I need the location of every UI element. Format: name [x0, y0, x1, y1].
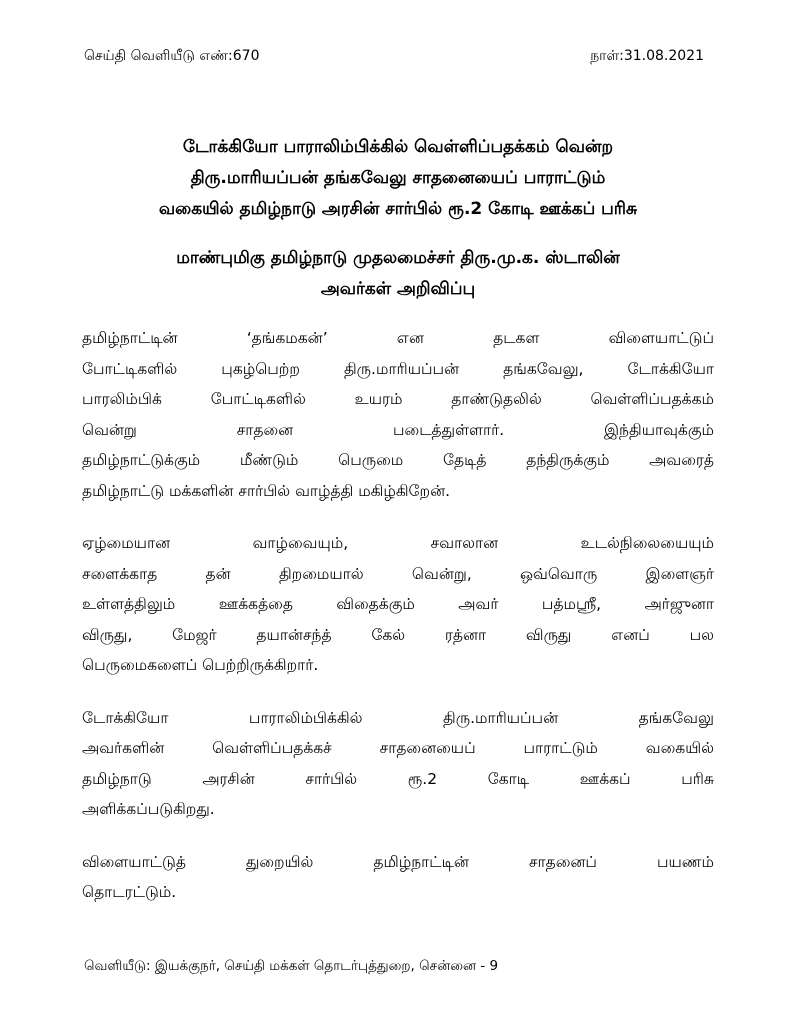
title-line: திரு.மாரியப்பன் தங்கவேலு சாதனையைப் பாராட்டும்: [190, 168, 606, 188]
title-line: டோக்கியோ பாராலிம்பிக்கில் வெள்ளிப்பதக்கம் வென்ற: [182, 137, 614, 157]
paragraph-line: தமிழ்நாடு அரசின் சார்பில் ரூ.2 கோடி ஊக்கப் பரிசு: [82, 769, 714, 788]
paragraph-line: டோக்கியோ பாராலிம்பிக்கில் திரு.மாரியப்பன் தங்கவேலு: [82, 708, 714, 727]
release-date: நாள்:31.08.2021: [590, 48, 704, 64]
document-subtitle: [60, 243, 736, 305]
paragraph-line: சளைக்காத தன் திறமையால் வென்று, ஒவ்வொரு இளைஞர்: [82, 564, 714, 583]
paragraph-line: தமிழ்நாட்டுக்கும் மீண்டும் பெருமை தேடித் தந்திருக்கும் அவரைத்: [82, 451, 714, 469]
paragraph-line: ஏழ்மையான வாழ்வையும், சவாலான உடல்நிலையையும்: [82, 534, 714, 552]
paragraph-2: [82, 528, 714, 681]
subtitle-line: மாண்புமிகு தமிழ்நாடு முதலமைச்சர் திரு.மு.க. ஸ்டாலின்: [176, 248, 620, 268]
paragraph-line: அளிக்கப்படுகிறது.: [82, 800, 215, 818]
paragraph-line: வென்று சாதனை படைத்துள்ளார். இந்தியாவுக்கும்: [82, 420, 714, 439]
paragraph-line: தமிழ்நாட்டு மக்களின் சார்பில் வாழ்த்தி மகிழ்கிறேன்.: [82, 481, 451, 500]
document-header: [84, 48, 704, 72]
paragraph-1: [82, 323, 714, 506]
paragraph-line: தொடரட்டும்.: [82, 883, 177, 901]
paragraph-4: [82, 847, 714, 908]
paragraph-line: பாரலிம்பிக் போட்டிகளில் உயரம் தாண்டுதலில் வெள்ளிப்பதக்கம்: [82, 390, 714, 408]
paragraph-line: உள்ளத்திலும் ஊக்கத்தை விதைக்கும் அவர் பத்மஸ்ரீ, அர்ஜுனா: [82, 595, 714, 613]
document-title: [60, 132, 736, 225]
paragraph-line: போட்டிகளில் புகழ்பெற்ற திரு.மாரியப்பன் தங்கவேலு, டோக்கியோ: [82, 359, 714, 378]
paragraph-line: விருது, மேஜர் தயான்சந்த் கேல் ரத்னா விருது எனப் பல: [82, 625, 714, 644]
document-footer: வெளியீடு: இயக்குநர், செய்தி மக்கள் தொடர்புத்துறை, சென்னை - 9: [84, 958, 499, 974]
release-number: செய்தி வெளியீடு எண்:670: [84, 48, 260, 64]
paragraph-line: அவர்களின் வெள்ளிப்பதக்கச் சாதனையைப் பாராட்டும் வகையில்: [82, 739, 714, 757]
subtitle-line: அவர்கள் அறிவிப்பு: [320, 279, 476, 299]
paragraph-line: பெருமைகளைப் பெற்றிருக்கிறார்.: [82, 656, 319, 674]
paragraph-3: [82, 703, 714, 825]
paragraph-line: தமிழ்நாட்டின் ‘தங்கமகன்’ என தடகள விளையாட்டுப்: [82, 329, 714, 347]
title-line: வகையில் தமிழ்நாடு அரசின் சார்பில் ரூ.2 கோடி ஊக்கப் பரிசு: [158, 199, 638, 219]
document-body: [82, 323, 714, 930]
paragraph-line: விளையாட்டுத் துறையில் தமிழ்நாட்டின் சாதனைப் பயணம்: [82, 852, 714, 871]
